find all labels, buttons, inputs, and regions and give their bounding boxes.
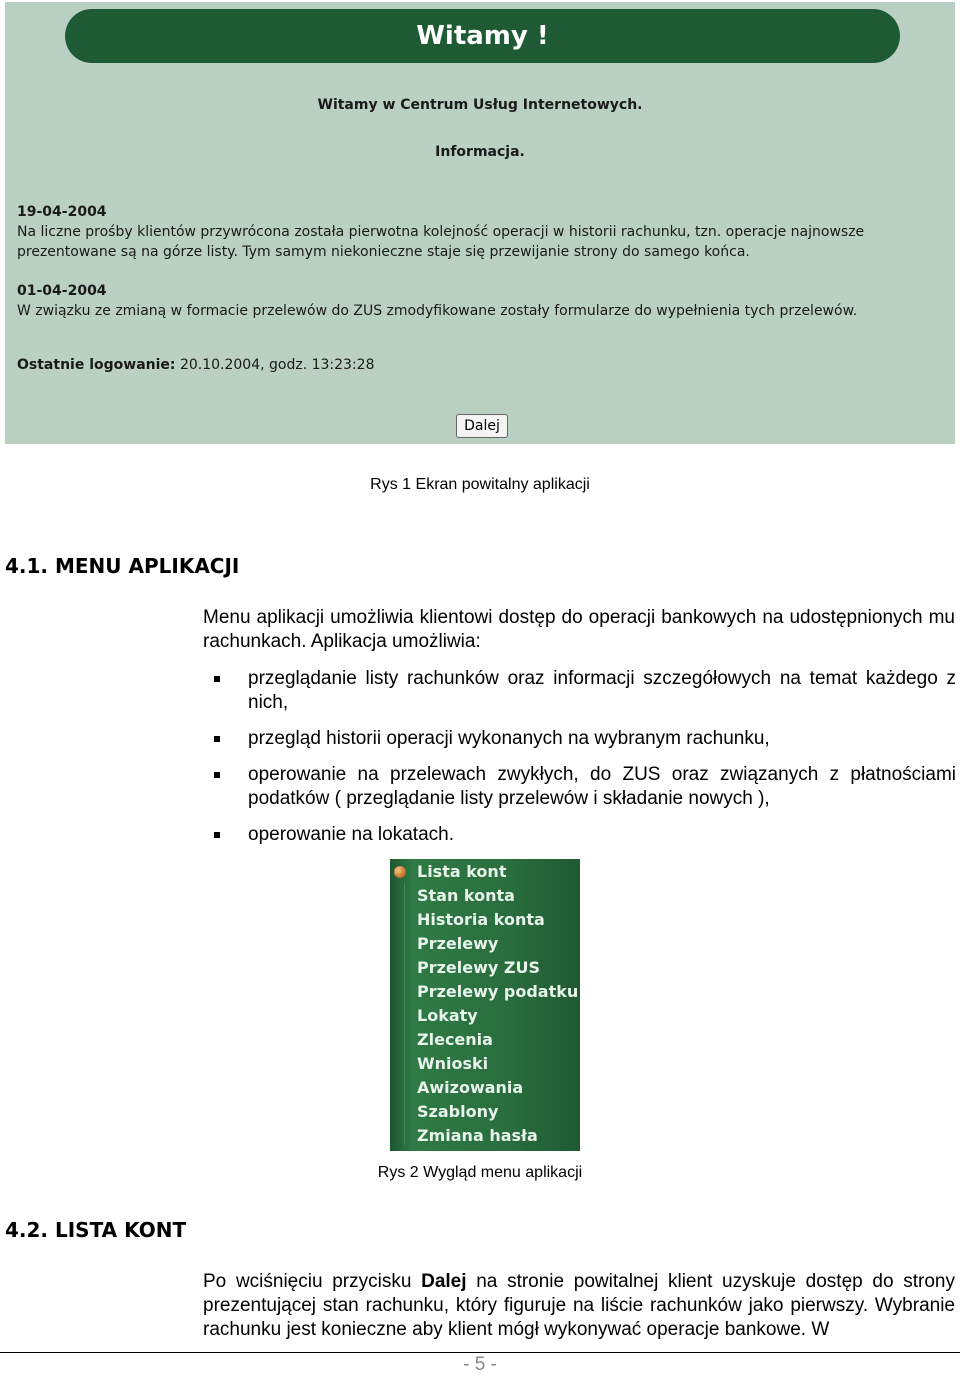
welcome-screenshot [5,2,955,444]
menu-item-zlecenia[interactable]: Zlecenia [417,1030,493,1049]
last-login-label: Ostatnie logowanie: [17,357,176,373]
news-text: Na liczne prośby klientów przywrócona została pierwotna kolejność operacji w historii rachunku, tzn. operacje najnowsze prezentowane są na górze listy. Tym samym niekonieczne staje się przewijanie strony do samego końca. [17,224,865,260]
menu-item-przelewy[interactable]: Przelewy [417,934,499,953]
menu-item-awizowania[interactable]: Awizowania [417,1078,524,1097]
menu-rail [404,883,405,1145]
menu-item-lista-kont[interactable]: Lista kont [417,862,507,881]
app-menu [390,859,580,1151]
bullet-square-icon [214,736,220,742]
info-label: Informacja. [435,144,525,160]
banner-title: Witamy ! [416,21,549,51]
figure-caption-1: Rys 1 Ekran powitalny aplikacji [370,476,590,493]
last-login [17,357,374,373]
news-date: 19-04-2004 [17,204,107,220]
last-login-value: 20.10.2004, godz. 13:23:28 [175,357,375,373]
bullet-square-icon [214,676,220,682]
feature-list [212,667,956,859]
page-number: - 5 - [463,1354,497,1375]
paragraph-text: na stronie powitalnej klient uzyskuje dostęp do strony prezentującej stan rachunku, który figuruje na liście rachunków jako pierwszy. Wybranie rachunku jest konieczne aby klient mógł wykonywać operacje bankowe. W [203,1271,955,1340]
menu-item-historia-konta[interactable]: Historia konta [417,910,545,929]
selected-bullet-icon [394,866,406,878]
list-item [212,763,956,811]
figure-caption-2: Rys 2 Wygląd menu aplikacji [377,1164,583,1181]
accounts-paragraph [203,1270,955,1342]
news-date: 01-04-2004 [17,283,107,299]
list-item-text: operowanie na lokatach. [248,824,454,845]
list-item [212,727,956,751]
menu-item-przelewy-zus[interactable]: Przelewy ZUS [417,958,541,977]
news-text: W związku ze zmianą w formacie przelewów do ZUS zmodyfikowane zostały formularze do wypełnienia tych przelewów. [17,303,858,319]
bullet-square-icon [214,772,220,778]
news-item [17,202,947,262]
list-item [212,823,956,847]
menu-item-zmiana-hasla[interactable]: Zmiana hasła [417,1126,538,1145]
list-item-text: operowanie na przelewach zwykłych, do ZUS oraz związanych z płatnościami podatków ( przeglądanie listy przelewów i składanie nowych ), [248,764,956,809]
section-heading-accounts: 4.2. LISTA KONT [5,1218,187,1242]
menu-item-szablony[interactable]: Szablony [417,1102,499,1121]
list-item [212,667,956,715]
paragraph-bold-word: Dalej [421,1271,467,1292]
footer-divider [0,1352,960,1353]
section-heading-menu: 4.1. MENU APLIKACJI [5,554,240,578]
news-item [17,281,947,321]
list-item-text: przeglądanie listy rachunków oraz informacji szczegółowych na temat każdego z nich, [248,668,956,713]
menu-item-przelewy-podatku[interactable]: Przelewy podatku [417,982,579,1001]
menu-intro-paragraph: Menu aplikacji umożliwia klientowi dostęp do operacji bankowych na udostępnionych mu rachunkach. Aplikacja umożliwia: [203,607,955,652]
menu-item-wnioski[interactable]: Wnioski [417,1054,489,1073]
list-item-text: przegląd historii operacji wykonanych na wybranym rachunku, [248,728,770,749]
welcome-banner [65,9,900,63]
paragraph-text: Po wciśnięciu przycisku [203,1271,422,1292]
menu-item-stan-konta[interactable]: Stan konta [417,886,515,905]
bullet-square-icon [214,832,220,838]
menu-item-lokaty[interactable]: Lokaty [417,1006,478,1025]
welcome-line: Witamy w Centrum Usług Internetowych. [317,97,643,113]
next-button[interactable]: Dalej [456,414,508,438]
